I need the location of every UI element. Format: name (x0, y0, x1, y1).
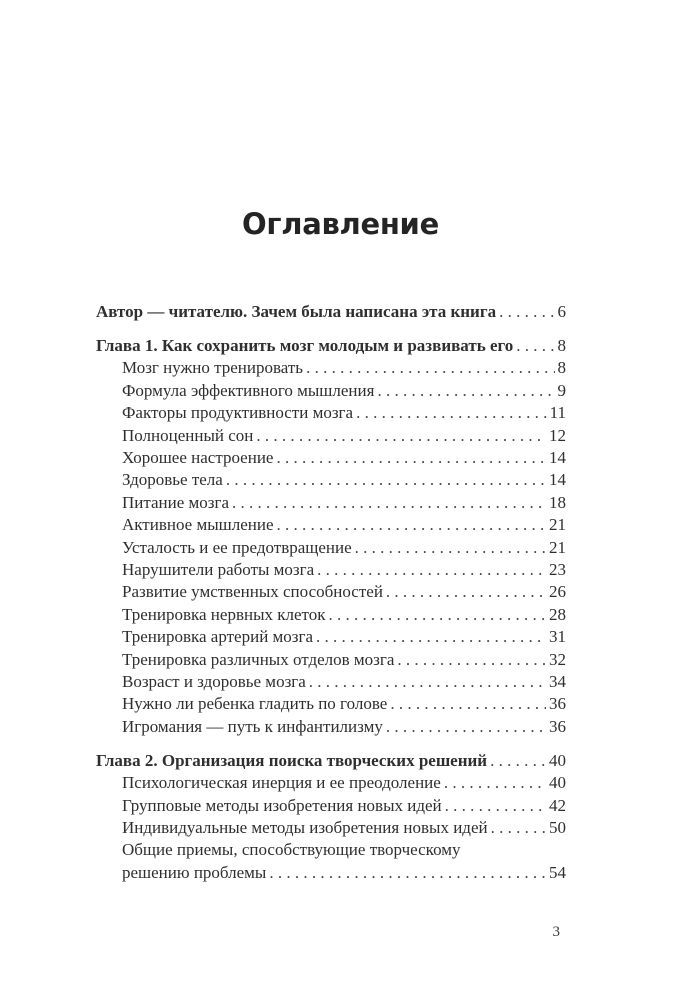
toc-entry-page: 31 (549, 627, 566, 647)
toc-entry-label: решению проблемы (122, 862, 267, 882)
toc-entry (96, 492, 566, 514)
toc-entry (96, 581, 566, 603)
toc-entry-label: Возраст и здоровье мозга (122, 672, 306, 691)
toc-entry-label: Автор — читателю. Зачем была написана эта книга (96, 302, 497, 321)
toc-entry-page: 23 (549, 559, 566, 579)
toc-entry (96, 649, 566, 671)
toc-entry (96, 301, 566, 323)
toc-entry (96, 357, 566, 379)
toc-entry-page: 8 (557, 358, 566, 378)
toc-entry-label: Глава 1. Как сохранить мозг молодым и развивать его (96, 335, 514, 355)
toc-entry-label: Мозг нужно тренировать (122, 358, 304, 378)
toc-entry-label: Развитие умственных способностей (122, 582, 383, 602)
toc-dot-leader (386, 716, 546, 738)
toc-entry-label: Факторы продуктивности мозга (122, 403, 354, 423)
toc-entry-label: Тренировка различных отделов мозга (122, 649, 395, 669)
toc-entry (96, 559, 566, 581)
toc-entry (96, 514, 566, 536)
toc-dot-leader (516, 335, 554, 357)
toc-entry (96, 795, 566, 817)
toc-dot-leader (309, 671, 546, 693)
toc-dot-leader (356, 402, 547, 424)
toc-dot-leader (269, 862, 546, 884)
toc-entry-page: 54 (549, 862, 566, 882)
toc-entry-label: Хорошее настроение (122, 447, 274, 467)
toc-entry (96, 402, 566, 424)
toc-list (96, 301, 566, 884)
toc-entry-page: 14 (549, 470, 566, 490)
page-title: Оглавление (242, 207, 439, 241)
toc-entry-label: Психологическая инерция и ее преодоление (122, 773, 441, 793)
toc-dot-leader (499, 301, 554, 323)
toc-dot-leader (317, 559, 546, 581)
toc-dot-leader (276, 447, 546, 469)
toc-entry-label: Питание мозга (122, 492, 230, 512)
toc-entry (96, 862, 566, 884)
toc-dot-leader (256, 425, 546, 447)
toc-entry-page: 34 (549, 672, 566, 691)
toc-entry-label: Полноценный сон (122, 425, 254, 445)
toc-entry (96, 604, 566, 626)
toc-entry (96, 447, 566, 469)
toc-entry (96, 469, 566, 491)
toc-dot-leader (491, 817, 546, 839)
toc-dot-leader (444, 772, 546, 794)
toc-entry-label: Нарушители работы мозга (122, 559, 315, 579)
toc-entry-page: 14 (549, 447, 566, 467)
toc-entry-page: 36 (549, 716, 566, 736)
toc-entry (96, 626, 566, 648)
toc-entry (96, 671, 566, 693)
toc-entry-label: Активное мышление (122, 515, 274, 535)
toc-entry-page: 9 (557, 380, 566, 400)
toc-entry-label: Здоровье тела (122, 470, 223, 490)
toc-entry (96, 693, 566, 715)
toc-entry-label: Тренировка нервных клеток (122, 604, 326, 624)
toc-entry (96, 772, 566, 794)
toc-entry (96, 839, 566, 861)
toc-entry-page: 18 (549, 492, 566, 512)
toc-entry-label: Игромания — путь к инфантилизму (122, 716, 383, 736)
toc-entry-label: Формула эффективного мышления (122, 380, 375, 400)
toc-entry-page: 8 (557, 335, 566, 355)
toc-dot-leader (490, 750, 546, 772)
toc-entry (96, 750, 566, 772)
toc-entry (96, 425, 566, 447)
toc-entry-page: 32 (549, 649, 566, 669)
toc-entry-page: 6 (557, 302, 566, 321)
toc-entry-label: Усталость и ее предотвращение (122, 537, 352, 557)
toc-entry-page: 36 (549, 694, 566, 714)
toc-dot-leader (226, 469, 546, 491)
toc-dot-leader (397, 649, 546, 671)
toc-dot-leader (316, 626, 546, 648)
toc-entry-page: 21 (549, 537, 566, 557)
toc-entry-page: 11 (549, 403, 566, 423)
toc-entry-page: 26 (549, 582, 566, 602)
toc-entry-label: Нужно ли ребенка гладить по голове (122, 694, 388, 714)
toc-entry-page: 12 (549, 425, 566, 445)
page-number: 3 (552, 924, 560, 940)
toc-entry-page: 50 (549, 817, 566, 837)
toc-entry-page: 21 (549, 515, 566, 535)
toc-entry (96, 716, 566, 738)
toc-entry (96, 380, 566, 402)
toc-entry-label: Групповые методы изобретения новых идей (122, 795, 442, 815)
toc-entry-page: 42 (549, 795, 566, 815)
toc-dot-leader (329, 604, 547, 626)
toc-dot-leader (232, 492, 546, 514)
toc-entry-page: 40 (549, 773, 566, 793)
toc-dot-leader (355, 537, 546, 559)
toc-entry-label: Индивидуальные методы изобретения новых идей (122, 817, 488, 837)
toc-dot-leader (277, 514, 546, 536)
toc-entry-page: 28 (549, 604, 566, 624)
toc-entry-label: Глава 2. Организация поиска творческих решений (96, 750, 488, 770)
toc-entry (96, 335, 566, 357)
toc-entry-label: Тренировка артерий мозга (122, 627, 314, 647)
toc-entry (96, 817, 566, 839)
toc-dot-leader (377, 380, 554, 402)
toc-dot-leader (306, 357, 554, 379)
toc-dot-leader (386, 581, 546, 603)
toc-entry-label: Общие приемы, способствующие творческому (122, 840, 461, 860)
toc-entry (96, 537, 566, 559)
toc-dot-leader (390, 693, 546, 715)
toc-dot-leader (445, 795, 546, 817)
toc-entry-page: 40 (549, 750, 566, 770)
